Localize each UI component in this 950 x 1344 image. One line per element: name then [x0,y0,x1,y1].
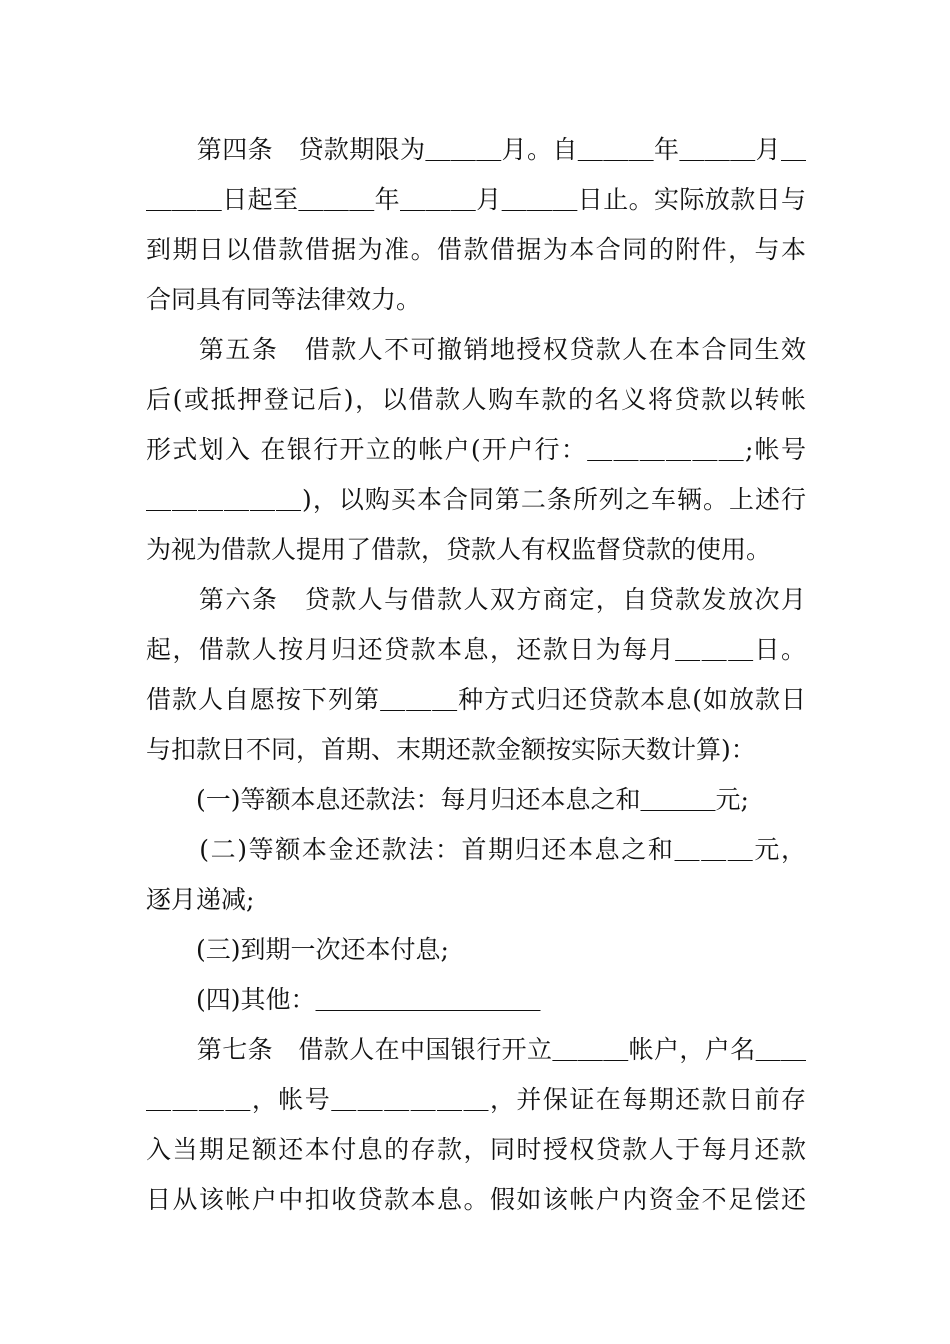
article-5-line-4: ＿＿＿＿＿＿)，以购买本合同第二条所列之车辆。上述行 [146,485,806,514]
article-5-line-5: 为视为借款人提用了借款，贷款人有权监督贷款的使用。 [146,535,772,564]
article-5-line-3: 形式划入 在银行开立的帐户(开户行：＿＿＿＿＿＿;帐号 [146,435,806,464]
article-5-line-1: 第五条 借款人不可撤销地授权贷款人在本合同生效 [146,335,806,364]
article-6-line-3: 借款人自愿按下列第＿＿＿种方式归还贷款本息(如放款日 [146,685,806,714]
article-6-option-1: (一)等额本息还款法：每月归还本息之和＿＿＿元; [146,785,749,814]
article-5-line-2: 后(或抵押登记后)，以借款人购车款的名义将贷款以转帐 [146,385,806,414]
article-7-line-2: ＿＿＿＿，帐号＿＿＿＿＿＿，并保证在每期还款日前存 [146,1085,806,1114]
article-4-line-4: 合同具有同等法律效力。 [146,285,422,314]
article-4-line-2: ＿＿＿日起至＿＿＿年＿＿＿月＿＿＿日止。实际放款日与 [146,185,806,214]
article-7-line-3: 入当期足额还本付息的存款，同时授权贷款人于每月还款 [146,1135,806,1164]
article-7-line-4: 日从该帐户中扣收贷款本息。假如该帐户内资金不足偿还 [146,1185,806,1214]
article-6-option-3: (三)到期一次还本付息; [146,935,449,964]
article-6-line-2: 起，借款人按月归还贷款本息，还款日为每月＿＿＿日。 [146,635,806,664]
article-7-line-1: 第七条 借款人在中国银行开立＿＿＿帐户，户名＿＿ [146,1035,806,1064]
article-6-option-4: (四)其他：＿＿＿＿＿＿＿＿＿ [146,985,541,1014]
article-4-line-3: 到期日以借款借据为准。借款借据为本合同的附件，与本 [146,235,806,264]
article-6-line-1: 第六条 贷款人与借款人双方商定，自贷款发放次月 [146,585,806,614]
article-6-option-2-cont: 逐月递减; [146,885,255,914]
article-6-option-2: (二)等额本金还款法：首期归还本息之和＿＿＿元， [146,835,806,864]
article-6-line-4: 与扣款日不同，首期、末期还款金额按实际天数计算)： [146,735,756,764]
article-4-line-1: 第四条 贷款期限为＿＿＿月。自＿＿＿年＿＿＿月＿ [146,135,806,164]
